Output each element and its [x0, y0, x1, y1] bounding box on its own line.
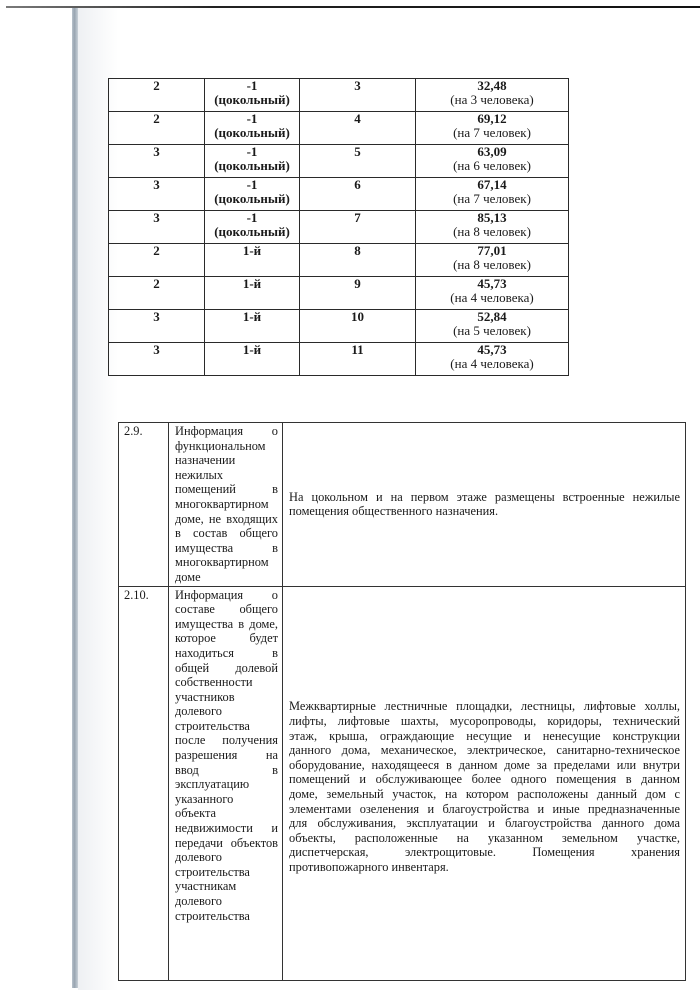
rooms-count: 3 [109, 211, 205, 244]
text-line: лифты, лифтовые шахты, мусоропроводы, коридоры, технический [289, 714, 680, 729]
persons-note: (на 8 человек) [453, 257, 531, 272]
apartment-number: 4 [300, 112, 416, 145]
rooms-count: 3 [109, 178, 205, 211]
text-line: долевого [175, 894, 222, 908]
text-line: многоквартирном [175, 496, 269, 511]
text-line: после получения [175, 733, 278, 748]
persons-note: (на 7 человек) [453, 125, 531, 140]
area-cell [416, 178, 569, 211]
text-line: объекта [175, 806, 217, 821]
rooms-count: 2 [109, 112, 205, 145]
area-value: 69,12 [477, 111, 507, 126]
apartment-row [109, 211, 569, 244]
apartment-row [109, 178, 569, 211]
floor-note: (цокольный) [214, 191, 290, 206]
text-line: этаж, крыша, ограждающие несущие и ненесущие конструкции [289, 728, 680, 743]
floor-value: -1 [246, 177, 258, 192]
persons-note: (на 6 человек) [453, 158, 531, 173]
info-row-2-9 [119, 423, 686, 587]
floor-value: 1-й [242, 276, 262, 291]
floor-cell [205, 310, 300, 343]
area-cell [416, 145, 569, 178]
floor-cell [205, 277, 300, 310]
text-line: помещений и обслуживающее более одного помещения в данном [289, 772, 680, 787]
text-line: собственности [175, 675, 253, 690]
rooms-count: 2 [109, 79, 205, 112]
apartment-number: 3 [300, 79, 416, 112]
floor-cell [205, 211, 300, 244]
apartment-row [109, 145, 569, 178]
section-number: 2.9. [119, 423, 169, 587]
text-line: диспетчерская, электрощитовые. Помещения хранения [289, 845, 680, 860]
section-value [283, 423, 686, 587]
persons-note: (на 7 человек) [453, 191, 531, 206]
text-line: нежилых [175, 467, 224, 482]
floor-value: -1 [246, 111, 258, 126]
apartment-row [109, 310, 569, 343]
persons-note: (на 3 человека) [450, 92, 534, 107]
scan-binding-strip [72, 8, 78, 988]
apartment-row [109, 343, 569, 376]
floor-value: 1-й [242, 309, 262, 324]
text-line: имущества в [175, 540, 278, 555]
area-cell [416, 211, 569, 244]
floor-cell [205, 79, 300, 112]
apartment-number: 9 [300, 277, 416, 310]
rooms-count: 3 [109, 145, 205, 178]
text-line: долевого [175, 850, 222, 865]
persons-note: (на 8 человек) [453, 224, 531, 239]
text-line: Межквартирные лестничные площадки, лестницы, лифтовые холлы, [289, 699, 680, 714]
text-line: для обслуживания, эксплуатации и благоустройства данного дома [289, 816, 680, 831]
text-line: которое будет [175, 631, 278, 646]
text-line: помещений в [175, 482, 278, 497]
text-line: участников [175, 689, 235, 704]
rooms-count: 3 [109, 310, 205, 343]
area-cell [416, 79, 569, 112]
text-line: участникам [175, 879, 237, 894]
text-line: объекты, расположенные на указанном земельном участке, [289, 830, 680, 845]
apartment-row [109, 277, 569, 310]
text-line: общей долевой [175, 660, 278, 675]
text-line: указанного [175, 791, 234, 806]
section-label [169, 586, 283, 980]
text-line: доме [175, 569, 201, 584]
text-line: долевого [175, 704, 222, 719]
area-value: 67,14 [477, 177, 507, 192]
text-line: доме, не входящих [175, 511, 278, 526]
floor-note: (цокольный) [214, 158, 290, 173]
floor-cell [205, 244, 300, 277]
text-line: строительства [175, 864, 250, 879]
text-line: эксплуатацию [175, 777, 250, 792]
apartment-row [109, 79, 569, 112]
floor-note: (цокольный) [214, 224, 290, 239]
rooms-count: 2 [109, 277, 205, 310]
area-value: 63,09 [477, 144, 507, 159]
info-row-2-10 [119, 586, 686, 980]
text-line: помещения общественного назначения. [289, 504, 499, 519]
text-line: находиться в [175, 645, 278, 660]
area-value: 52,84 [477, 309, 507, 324]
section-number: 2.10. [119, 586, 169, 980]
floor-value: -1 [246, 210, 258, 225]
text-line: имущества в доме, [175, 616, 278, 631]
persons-note: (на 5 человек) [453, 323, 531, 338]
floor-cell [205, 145, 300, 178]
apartment-number: 5 [300, 145, 416, 178]
floor-value: -1 [246, 78, 258, 93]
floor-cell [205, 178, 300, 211]
floor-note: (цокольный) [214, 125, 290, 140]
text-line: разрешения на [175, 748, 278, 763]
info-table [118, 422, 686, 981]
area-cell [416, 343, 569, 376]
text-line: доме, земельный участок, на котором расположены данный дом с [289, 787, 680, 802]
persons-note: (на 4 человека) [450, 356, 534, 371]
floor-note: (цокольный) [214, 92, 290, 107]
area-value: 85,13 [477, 210, 507, 225]
text-line: в состав общего [175, 526, 278, 541]
text-line: функциональном [175, 438, 266, 453]
floor-cell [205, 112, 300, 145]
apartment-row [109, 244, 569, 277]
area-value: 45,73 [477, 276, 507, 291]
area-cell [416, 244, 569, 277]
text-line: данного дома, механическое, электрическое, санитарно-техническое [289, 743, 680, 758]
area-value: 45,73 [477, 342, 507, 357]
text-line: назначении [175, 453, 236, 468]
text-line: оборудование, находящееся в данном доме за пределами или внутри [289, 757, 680, 772]
apartment-row [109, 112, 569, 145]
section-label [169, 423, 283, 587]
text-line: многоквартирном [175, 555, 269, 570]
persons-note: (на 4 человека) [450, 290, 534, 305]
text-line: На цокольном и на первом этаже размещены встроенные нежилые [289, 489, 680, 504]
text-line: Информация о [175, 587, 278, 602]
floor-value: 1-й [242, 342, 262, 357]
apartment-number: 8 [300, 244, 416, 277]
area-cell [416, 277, 569, 310]
rooms-count: 2 [109, 244, 205, 277]
floor-value: 1-й [242, 243, 262, 258]
apartment-number: 6 [300, 178, 416, 211]
area-value: 77,01 [477, 243, 507, 258]
text-line: Информация о [175, 424, 278, 438]
floor-value: -1 [246, 144, 258, 159]
apartment-number: 10 [300, 310, 416, 343]
floor-cell [205, 343, 300, 376]
apartment-number: 11 [300, 343, 416, 376]
apartment-number: 7 [300, 211, 416, 244]
area-cell [416, 112, 569, 145]
text-line: ввод в [175, 762, 278, 777]
text-line: строительства [175, 908, 250, 923]
section-value [283, 586, 686, 980]
text-line: составе общего [175, 602, 278, 617]
text-line: передачи объектов [175, 835, 278, 850]
text-line: недвижимости и [175, 821, 278, 836]
text-line: строительства [175, 718, 250, 733]
area-cell [416, 310, 569, 343]
rooms-count: 3 [109, 343, 205, 376]
text-line: элементами озеленения и благоустройства и иные предназначенные [289, 801, 680, 816]
area-value: 32,48 [477, 78, 507, 93]
text-line: противопожарного инвентаря. [289, 860, 449, 874]
apartments-table [108, 78, 569, 376]
